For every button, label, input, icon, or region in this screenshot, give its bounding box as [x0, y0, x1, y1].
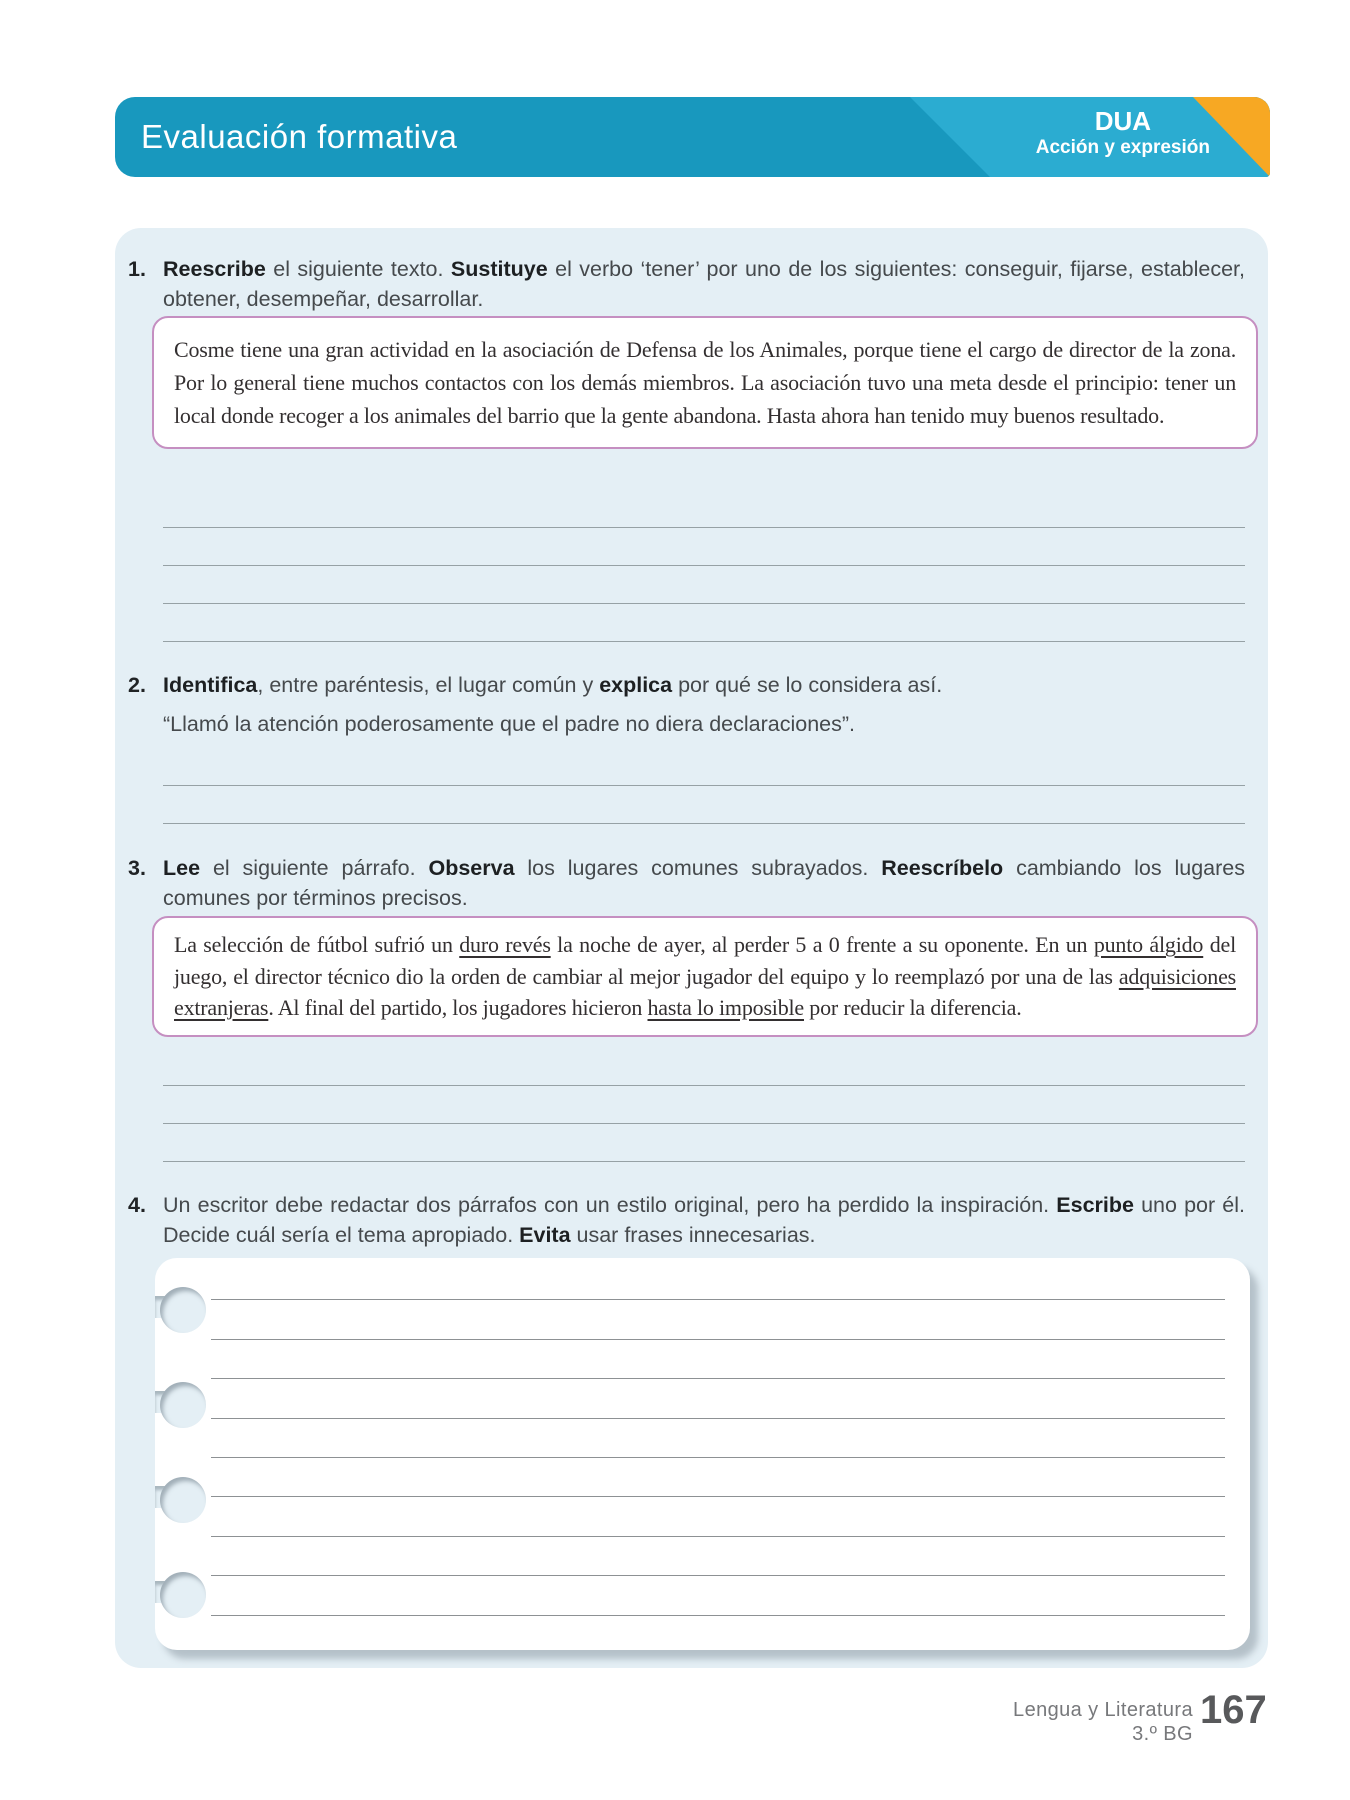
page-title: Evaluación formativa [141, 118, 458, 155]
text-segment: Sustituye [450, 257, 548, 281]
text-segment: Identifica [163, 673, 258, 697]
text-segment: punto álgido [1093, 932, 1204, 957]
exercise-4 [128, 1190, 1245, 1250]
text-segment: usar frases innecesarias. [570, 1223, 816, 1247]
notebook-line[interactable] [211, 1576, 1225, 1615]
notebook-line[interactable] [211, 1458, 1225, 1497]
punch-hole-circle [160, 1477, 206, 1523]
text-segment: , entre paréntesis, el lugar común y [257, 673, 600, 697]
punch-holes-column [155, 1258, 215, 1650]
text-segment: uno por él. Decide cuál sería el tema apropiado. [163, 1193, 1245, 1247]
text-segment: el siguiente párrafo. [200, 856, 429, 880]
answer-line[interactable] [163, 1048, 1245, 1086]
answer-line[interactable] [163, 528, 1245, 566]
text-segment: explica [599, 673, 673, 697]
text-segment: la noche de ayer, al perder 5 a 0 frente a su oponente. En un [550, 932, 1094, 957]
text-segment: adquisiciones extranjeras [174, 963, 1236, 1020]
worksheet-panel [115, 228, 1268, 1668]
text-segment: Un escritor debe redactar dos párrafos con un estilo original, pero ha perdido la inspiración. [163, 1193, 1057, 1217]
answer-line[interactable] [163, 566, 1245, 604]
exercise-number: 2. [128, 673, 146, 697]
notebook-paper [155, 1258, 1250, 1650]
punch-hole-circle [160, 1572, 206, 1618]
exercise-2 [128, 670, 1245, 700]
exercise-number: 3. [128, 856, 146, 880]
text-segment: los lugares comunes subrayados. [514, 856, 882, 880]
exercise-prompt [163, 1190, 1245, 1250]
text-segment: La selección de fútbol sufrió un [174, 932, 460, 957]
punch-hole [155, 1572, 207, 1618]
exercise-number: 1. [128, 257, 146, 281]
answer-lines-group [163, 1048, 1245, 1162]
text-segment: cambiando los lugares comunes por términos precisos. [163, 856, 1245, 910]
answer-lines-group [163, 490, 1245, 642]
text-segment: Reescríbelo [881, 856, 1004, 880]
answer-line[interactable] [163, 748, 1245, 786]
punch-hole [155, 1287, 207, 1333]
answer-line[interactable] [163, 490, 1245, 528]
text-segment: el verbo ‘tener’ por uno de los siguientes: conseguir, fijarse, establecer, obtener, desempeñar, desarrollar. [163, 257, 1245, 311]
text-segment: Escribe [1056, 1193, 1134, 1217]
text-segment: . Al final del partido, los jugadores hicieron [268, 995, 648, 1020]
text-segment: hasta lo imposible [647, 995, 804, 1020]
answer-line[interactable] [163, 1086, 1245, 1124]
source-text-box: Cosme tiene una gran actividad en la asociación de Defensa de los Animales, porque tiene el cargo de director de la zona. Por lo general tiene muchos contactos con los demás miembros. La asociación tuvo una meta desde el principio: tener un local donde recoger a los animales del barrio que la gente abandona. Hasta ahora han tenido muy buenos resultado. [152, 316, 1258, 449]
exercise-number: 4. [128, 1193, 146, 1217]
answer-lines-group [163, 748, 1245, 824]
dua-label: DUA [1094, 106, 1152, 136]
notebook-lines-group [211, 1261, 1225, 1616]
punch-hole [155, 1477, 207, 1523]
footer-course: Lengua y Literatura [1013, 1699, 1193, 1721]
notebook-line[interactable] [211, 1340, 1225, 1379]
answer-line[interactable] [163, 604, 1245, 642]
punch-hole-circle [160, 1382, 206, 1428]
text-segment: el siguiente texto. [265, 257, 451, 281]
quote-text: “Llamó la atención poderosamente que el padre no diera declaraciones”. [163, 712, 856, 736]
text-segment: por reducir la diferencia. [804, 995, 1022, 1020]
text-segment: Lee [163, 856, 201, 880]
dua-sublabel: Acción y expresión [1035, 137, 1210, 158]
exercise-prompt [163, 254, 1245, 314]
exercise-prompt [163, 853, 1245, 913]
text-segment: Observa [428, 856, 515, 880]
notebook-line[interactable] [211, 1379, 1225, 1418]
text-segment: Evita [519, 1223, 571, 1247]
dua-badge [1036, 106, 1210, 160]
notebook-line[interactable] [211, 1497, 1225, 1536]
punch-hole-circle [160, 1287, 206, 1333]
text-segment: duro revés [459, 932, 551, 957]
notebook-line[interactable] [211, 1419, 1225, 1458]
exercise-1 [128, 254, 1245, 314]
exercise-3 [128, 853, 1245, 913]
answer-line[interactable] [163, 1124, 1245, 1162]
text-segment: Reescribe [163, 257, 266, 281]
text-segment: del juego, el director técnico dio la orden de cambiar al mejor jugador del equipo y lo reemplazó por una de las [174, 932, 1237, 989]
answer-line[interactable] [163, 786, 1245, 824]
notebook-line[interactable] [211, 1300, 1225, 1339]
notebook-line[interactable] [211, 1537, 1225, 1576]
footer-grade: 3.º BG [1132, 1723, 1193, 1745]
notebook-line[interactable] [211, 1261, 1225, 1300]
punch-hole [155, 1382, 207, 1428]
source-text-box [152, 916, 1258, 1037]
text-segment: por qué se lo considera así. [672, 673, 943, 697]
footer-course-block [1013, 1698, 1193, 1746]
header-banner [115, 97, 1270, 177]
exercise-prompt [163, 670, 1245, 700]
page-number: 167 [1200, 1688, 1267, 1732]
